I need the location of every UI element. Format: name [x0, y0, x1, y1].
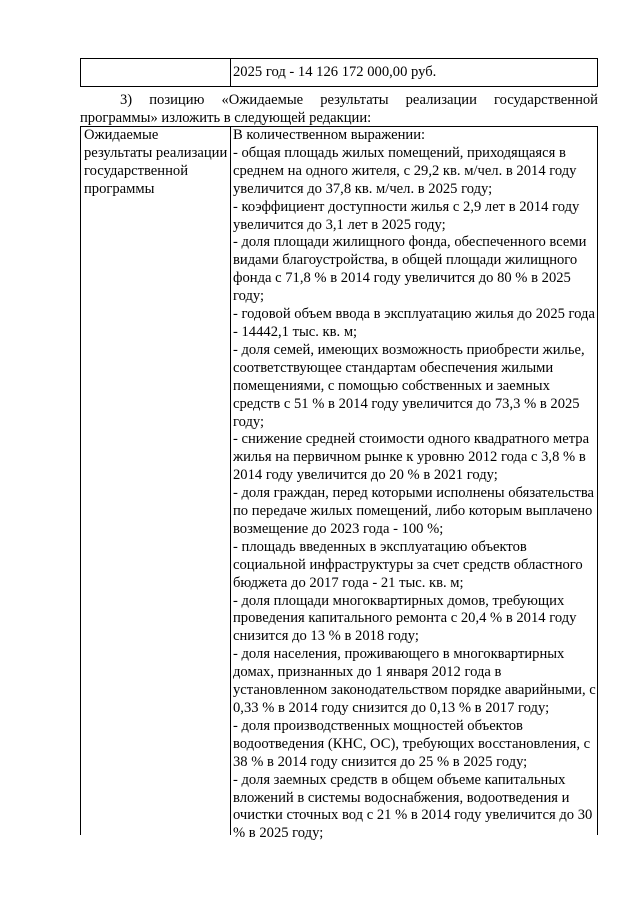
result-item: - доля площади жилищного фонда, обеспеченного всеми видами благоустройства, в общей площади жилищного фонда с 71,8 % в 2014 году увеличится до 80 % в 2025 году;	[233, 234, 587, 305]
amendment-paragraph: 3) позицию «Ожидаемые результаты реализации государственной программы» изложить в следующей редакции:	[80, 92, 598, 126]
result-item: - коэффициент доступности жилья с 2,9 лет в 2014 году увеличится до 3,1 лет в 2025 году;	[233, 198, 580, 233]
row-header-cell: Ожидаемые результаты реализации государственной программы	[84, 127, 228, 197]
result-item: - годовой объем ввода в эксплуатацию жилья до 2025 года - 14442,1 тыс. кв. м;	[233, 306, 595, 340]
column-divider	[230, 59, 231, 86]
result-item: - площадь введенных в эксплуатацию объектов социальной инфраструктуры за счет средств областного бюджета до 2017 года - 21 тыс. кв. м;	[233, 538, 583, 591]
results-table	[80, 126, 598, 842]
result-item: - снижение средней стоимости одного квадратного метра жилья на первичном рынке к уровню 2012 года с 3,8 % в 2014 году увеличится до 20 % в 2021 году;	[233, 431, 590, 484]
column-divider	[230, 127, 231, 835]
result-item: - доля заемных средств в общем объеме капитальных вложений в системы водоснабжения, водоотведения и очистки сточных вод с 21 % в 2014 году увеличится до 30 % в 2025 году;	[233, 771, 593, 842]
result-item: - общая площадь жилых помещений, приходящаяся в среднем на одного жителя, с 29,2 кв. м/чел. в 2014 году увеличится до 37,8 кв. м/чел. в 2025 году;	[233, 144, 577, 197]
result-item: - доля производственных мощностей объектов водоотведения (КНС, ОС), требующих восстановления, с 38 % в 2014 году снизится до 25 % в 2025 году;	[233, 717, 591, 770]
results-cell	[233, 127, 598, 843]
result-item: - доля семей, имеющих возможность приобрести жилье, соответствующее стандартам обеспечения жилыми помещениями, с помощью собственных и заемных средств с 51 % в 2014 году увеличится до 73,3 % в 2025 году;	[233, 341, 585, 430]
result-item: - доля площади многоквартирных домов, требующих проведения капитального ремонта с 20,4 % в 2014 году снизится до 13 % в 2018 году;	[233, 592, 577, 645]
result-item: - доля населения, проживающего в многоквартирных домах, признанных до 1 января 2012 года в установленном законодательством порядке аварийными, с 0,33 % в 2014 году снизится до 0,13 % в 2017 году;	[233, 646, 596, 716]
funding-2025-line: 2025 год - 14 126 172 000,00 руб.	[233, 64, 437, 80]
result-item: - доля граждан, перед которыми исполнены обязательства по передаче жилых помещений, либо которым выплачено возмещение до 2023 года - 100 %;	[233, 485, 595, 537]
results-heading: В количественном выражении:	[233, 127, 426, 143]
previous-table-row	[80, 58, 598, 87]
